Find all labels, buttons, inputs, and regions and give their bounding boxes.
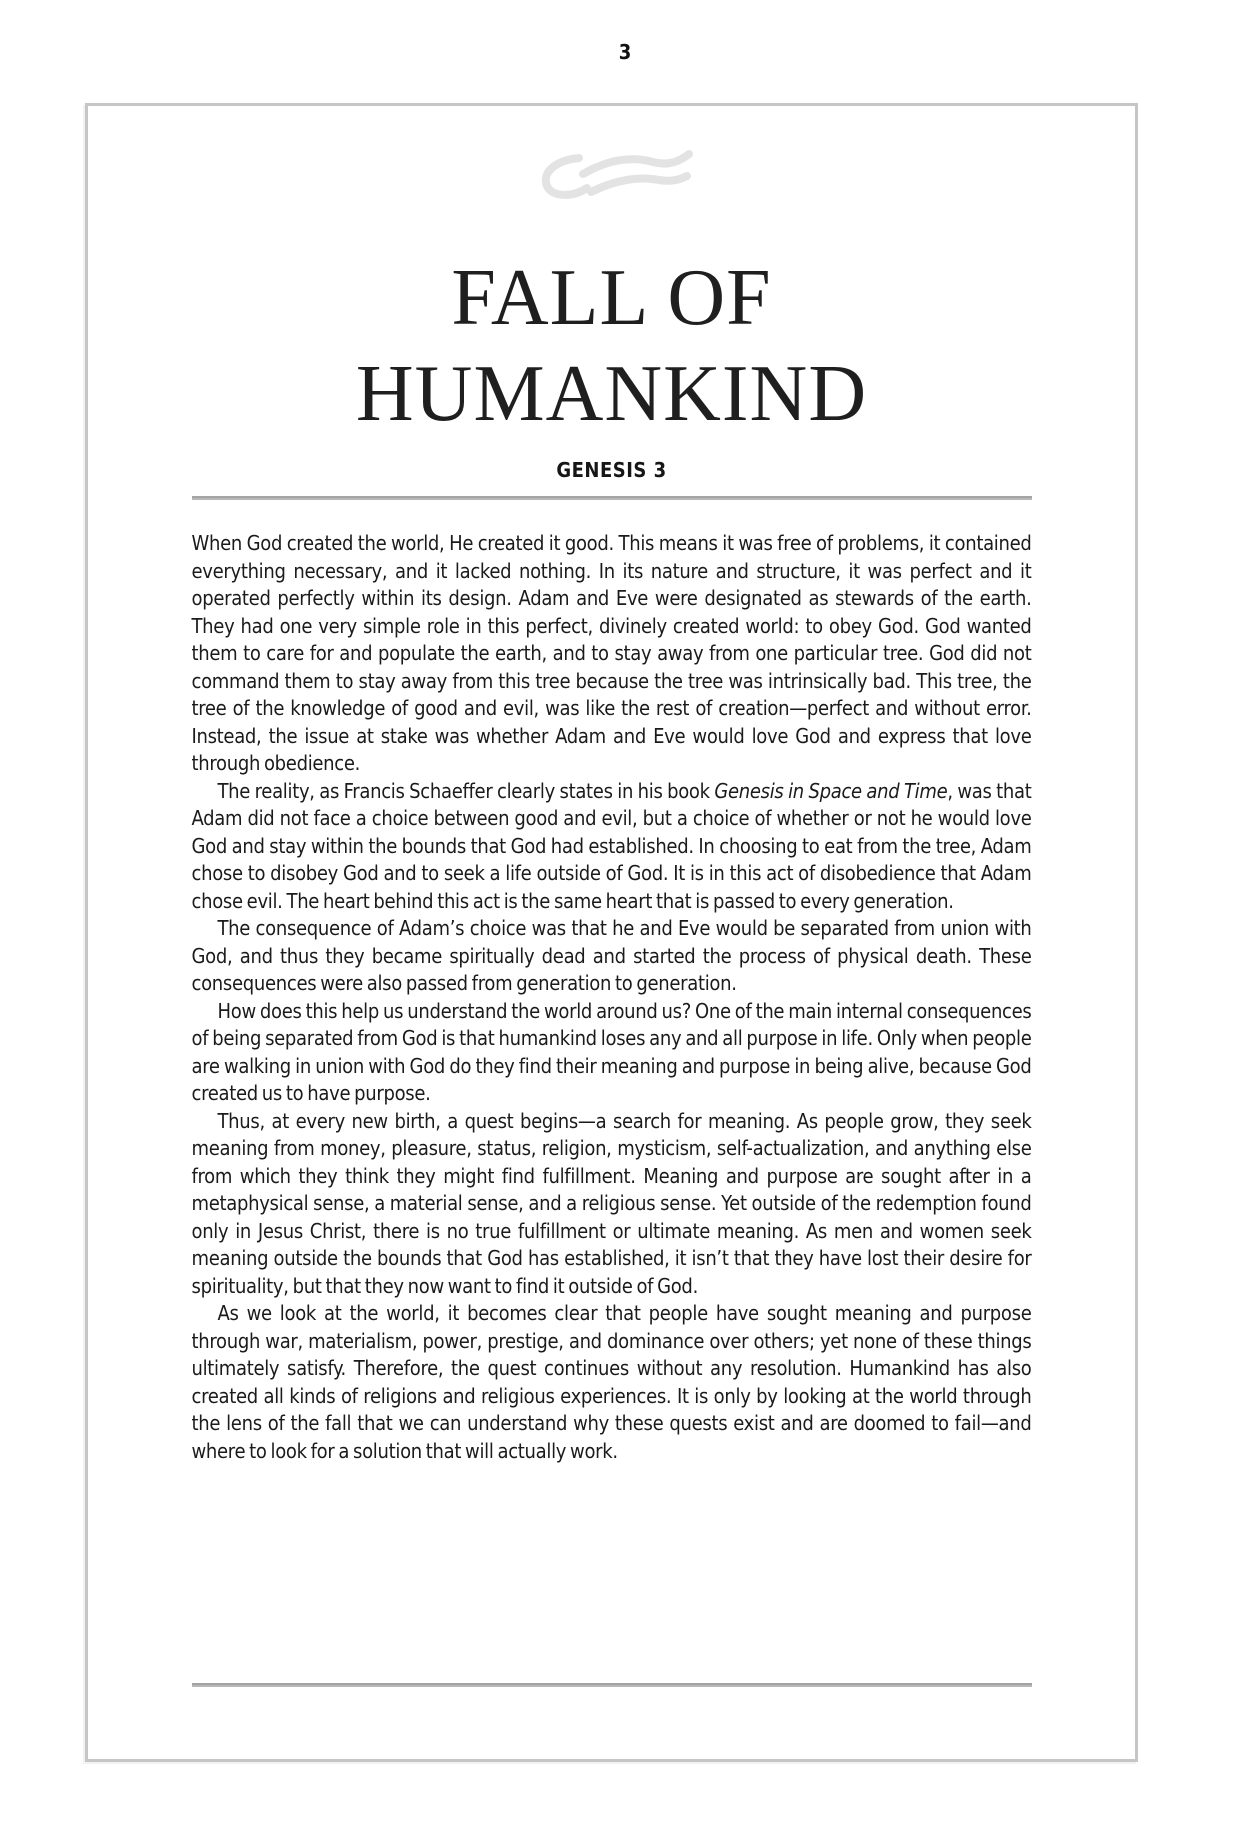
paragraph-text: How does this help us understand the world around us? One of the main internal consequences of being separated from God is that humankind loses any and all purpose in life. Only when people are walking in union with God do they find their meaning and purpose in being alive, because God created us to have purpose.: [191, 998, 1032, 1105]
top-double-rule: [192, 496, 1032, 500]
paragraph-text: , was that Adam did not face a choice between good and evil, but a choice of whether or not he would love God and stay within the bounds that God had established. In choosing to eat from the tree, Adam chose to disobey God and to seek a life outside of God. It is in this act of disobedience that Adam chose evil. The heart behind this act is the same heart that is passed to every generation.: [191, 778, 1032, 913]
paragraph-text: The reality, as Francis Schaeffer clearly states in his book: [217, 778, 715, 803]
paragraph-text: As we look at the world, it becomes clear that people have sought meaning and purpose through war, materialism, power, prestige, and dominance over others; yet none of these things ultimately satisfy. Therefore, the quest continues without any resolution. Humankind has also created all kinds of religions and religious experiences. It is only by looking at the world through the lens of the fall that we can understand why these quests exist and are doomed to fail—and where to look for a solution that will actually work.: [191, 1301, 1032, 1463]
bottom-double-rule: [192, 1683, 1032, 1687]
paragraph-text: When God created the world, He created it good. This means it was free of problems, it contained everything necessary, and it lacked nothing. In its nature and structure, it was perfect and it operated perfectly within its design. Adam and Eve were designated as stewards of the earth. They had one very simple role in this perfect, divinely created world: to obey God. God wanted them to care for and populate the earth, and to stay away from one particular tree. God did not command them to stay away from this tree because the tree was intrinsically bad. This tree, the tree of the knowledge of good and evil, was like the rest of creation—perfect and without error. Instead, the issue at stake was whether Adam and Eve would love God and express that love through obedience.: [191, 531, 1032, 775]
page-number: 3: [618, 40, 632, 64]
paragraph: [192, 530, 1032, 778]
paragraph: [192, 1300, 1032, 1465]
paragraph: [192, 778, 1032, 916]
chapter-title: [88, 250, 1135, 442]
paragraph-text: Thus, at every new birth, a quest begins—a search for meaning. As people grow, they seek meaning from money, pleasure, status, religion, mysticism, self-actualization, and anything else from which they think they might find fulfillment. Meaning and purpose are sought after in a metaphysical sense, a material sense, and a religious sense. Yet outside of the redemption found only in Jesus Christ, there is no true fulfillment or ultimate meaning. As men and women seek meaning outside the bounds that God has established, it isn’t that they have lost their desire for spirituality, but that they now want to find it outside of God.: [191, 1108, 1032, 1298]
paragraph: [192, 1108, 1032, 1301]
paragraph-text: The consequence of Adam’s choice was that he and Eve would be separated from union with God, and thus they became spiritually dead and started the process of physical death. These consequences were also passed from generation to generation.: [191, 916, 1032, 995]
body-text: [192, 530, 1032, 1465]
book-title-italic: Genesis in Space and Time: [714, 778, 948, 803]
paragraph: [192, 915, 1032, 998]
swoosh-ornament-icon: [527, 140, 697, 206]
chapter-title-line-1: FALL OF: [451, 254, 772, 342]
scripture-reference: GENESIS 3: [556, 458, 667, 482]
page-card: [85, 103, 1138, 1762]
paragraph: [192, 998, 1032, 1108]
chapter-title-line-2: HUMANKIND: [355, 350, 868, 438]
